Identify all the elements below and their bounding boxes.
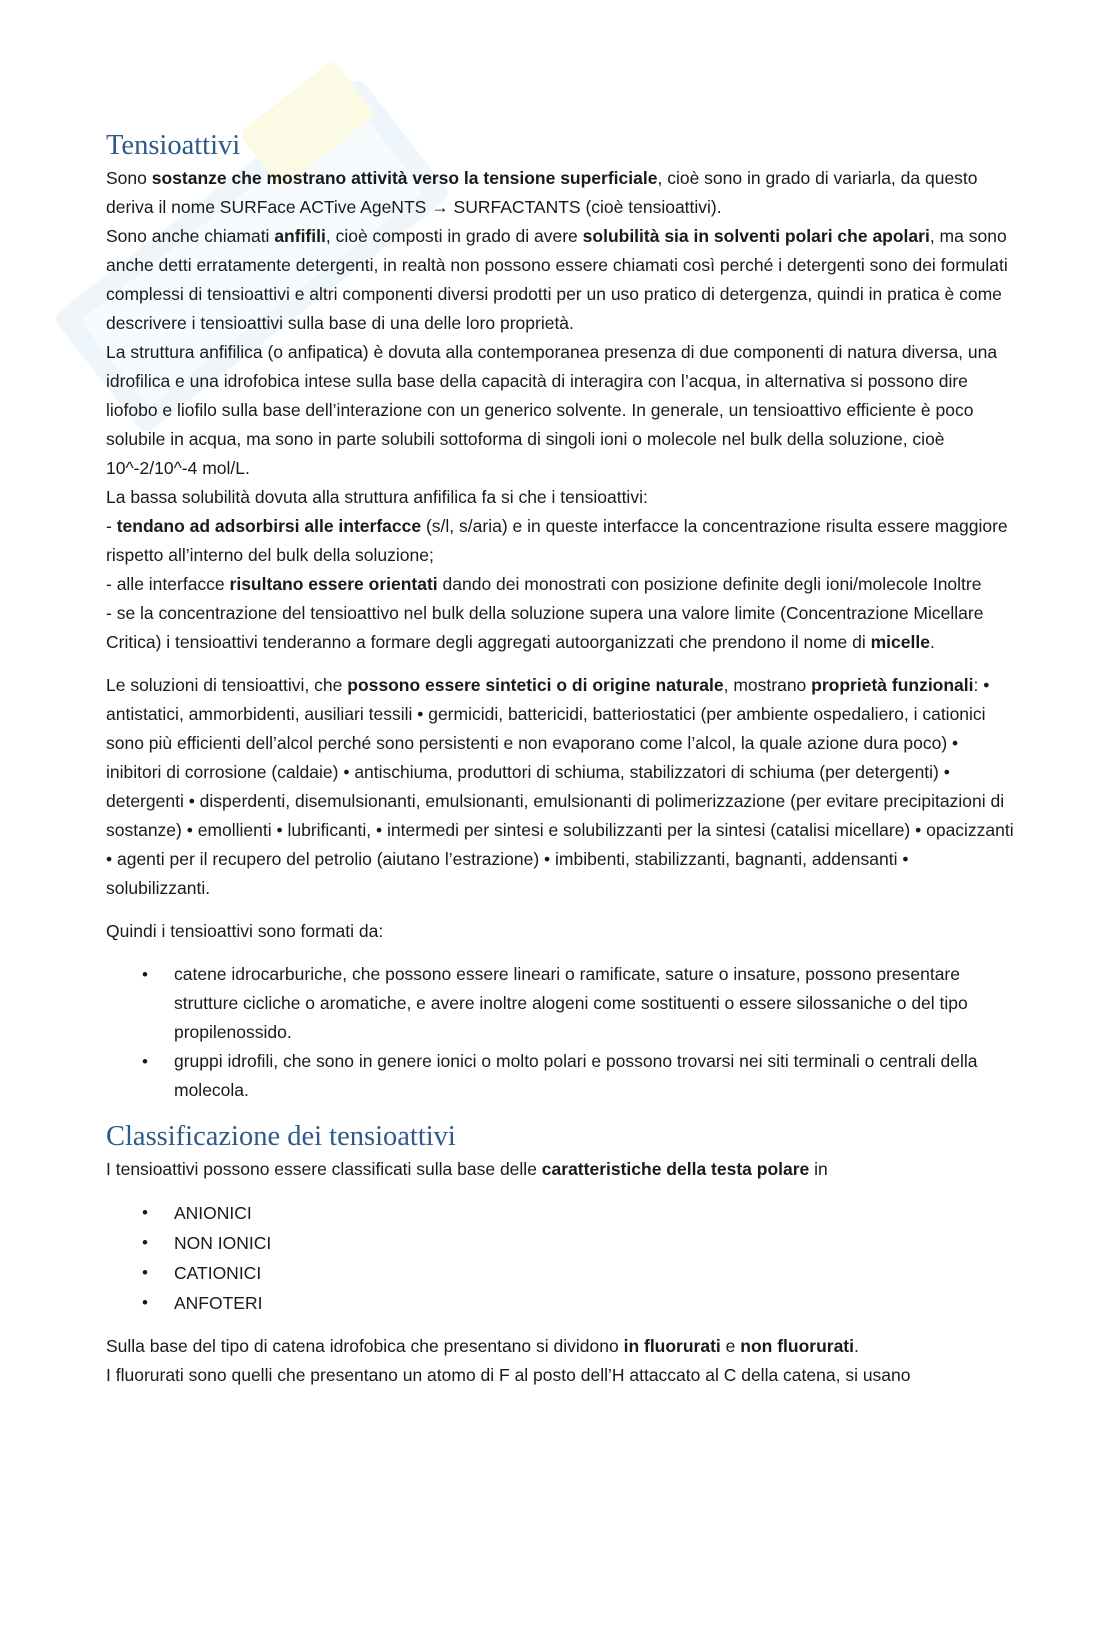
paragraph-fluorurati-detail: I fluorurati sono quelli che presentano un atomo di F al posto dell’H attaccato al C della catena, si usano	[106, 1365, 911, 1385]
paragraph-adsorbimento: - tendano ad adsorbirsi alle interfacce (s/l, s/aria) e in queste interfacce la concentrazione risulta essere maggiore rispetto all’interno del bulk della soluzione;	[106, 516, 1008, 565]
list-item: • ANFOTERI	[106, 1288, 1016, 1318]
paragraph-proprieta-funzionali: Le soluzioni di tensioattivi, che possono essere sintetici o di origine naturale, mostrano proprietà funzionali: • antistatici, ammorbidenti, ausiliari tessili • germicidi, battericidi, batteriostatici (per ambiente ospedaliero, i cationici sono più efficienti dell’alcol perché sono persistenti e non evaporano come l’alcol, la quale azione dura poco) • inibitori di corrosione (caldaie) • antischiuma, produttori di schiuma, stabilizzatori di schiuma (per detergenti) • detergenti • disperdenti, disemulsionanti, emulsionanti, emulsionanti di polimerizzazione (per evitare precipitazioni di sostanze) • emollienti • lubrificanti, • intermedi per sintesi e solubilizzanti per la sintesi (catalisi micellare) • opacizzanti • agenti per il recupero del petrolio (aiutano l’estrazione) • imbibenti, stabilizzanti, bagnanti, addensanti • solubilizzanti.	[106, 675, 1014, 898]
paragraph-formati-da: Quindi i tensioattivi sono formati da:	[106, 921, 384, 941]
classification-list	[106, 1198, 1016, 1318]
paragraph-definition: Sono sostanze che mostrano attività verso la tensione superficiale, cioè sono in grado di variarla, da questo deriva il nome SURFace ACTive AgeNTS → SURFACTANTS (cioè tensioattivi).	[106, 168, 978, 217]
document-page	[106, 128, 1016, 1390]
arrow-right-icon: →	[431, 197, 449, 217]
list-item: • CATIONICI	[106, 1258, 1016, 1288]
section-title-tensioattivi: Tensioattivi	[106, 130, 241, 161]
paragraph-anfifili: Sono anche chiamati anfifili, cioè composti in grado di avere solubilità sia in solventi polari che apolari, ma sono anche detti erratamente detergenti, in realtà non possono essere chiamati così perché i detergenti sono dei formulati complessi di tensioattivi e altri componenti diversi prodotti per un uso pratico di detergenza, quindi in pratica è come descrivere i tensioattivi sulla base di una delle loro proprietà.	[106, 226, 1008, 333]
paragraph-bassa-solubilita: La bassa solubilità dovuta alla struttura anfifilica fa si che i tensioattivi:	[106, 487, 648, 507]
paragraph-fluorurati: Sulla base del tipo di catena idrofobica che presentano si dividono in fluorurati e non fluorurati.	[106, 1336, 859, 1356]
paragraph-micelle: - se la concentrazione del tensioattivo nel bulk della soluzione supera una valore limite (Concentrazione Micellare Critica) i tensioattivi tenderanno a formare degli aggregati autoorganizzati che prendono il nome di micelle.	[106, 603, 984, 652]
bullet-icon: •	[142, 1293, 148, 1312]
bullet-icon: •	[142, 1203, 148, 1222]
list-item: • NON IONICI	[106, 1228, 1016, 1258]
bullet-icon: •	[142, 1233, 148, 1252]
bullet-icon: •	[142, 1052, 148, 1071]
bullet-icon: •	[142, 1263, 148, 1282]
section-title-classificazione: Classificazione dei tensioattivi	[106, 1121, 456, 1152]
paragraph-struttura: La struttura anfifilica (o anfipatica) è dovuta alla contemporanea presenza di due componenti di natura diversa, una idrofilica e una idrofobica intese sulla base della capacità di interagira con l’acqua, in alternativa si possono dire liofobo e liofilo sulla base dell’interazione con un generico solvente. In generale, un tensioattivo efficiente è poco solubile in acqua, ma sono in parte solubili sottoforma di singoli ioni o molecole nel bulk della soluzione, cioè 10^-2/10^-4 mol/L.	[106, 342, 998, 478]
composition-list	[106, 960, 1016, 1105]
list-item: • gruppi idrofili, che sono in genere ionici o molto polari e possono trovarsi nei siti terminali o centrali della molecola.	[106, 1047, 1016, 1105]
paragraph-classificazione: I tensioattivi possono essere classificati sulla base delle caratteristiche della testa polare in	[106, 1159, 828, 1179]
paragraph-orientati: - alle interfacce risultano essere orientati dando dei monostrati con posizione definite degli ioni/molecole Inoltre	[106, 574, 982, 594]
bullet-icon: •	[142, 965, 148, 984]
list-item: • ANIONICI	[106, 1198, 1016, 1228]
list-item: • catene idrocarburiche, che possono essere lineari o ramificate, sature o insature, possono presentare strutture cicliche o aromatiche, e avere inoltre alogeni come sostituenti o essere silossaniche o del tipo propilenossido.	[106, 960, 1016, 1047]
